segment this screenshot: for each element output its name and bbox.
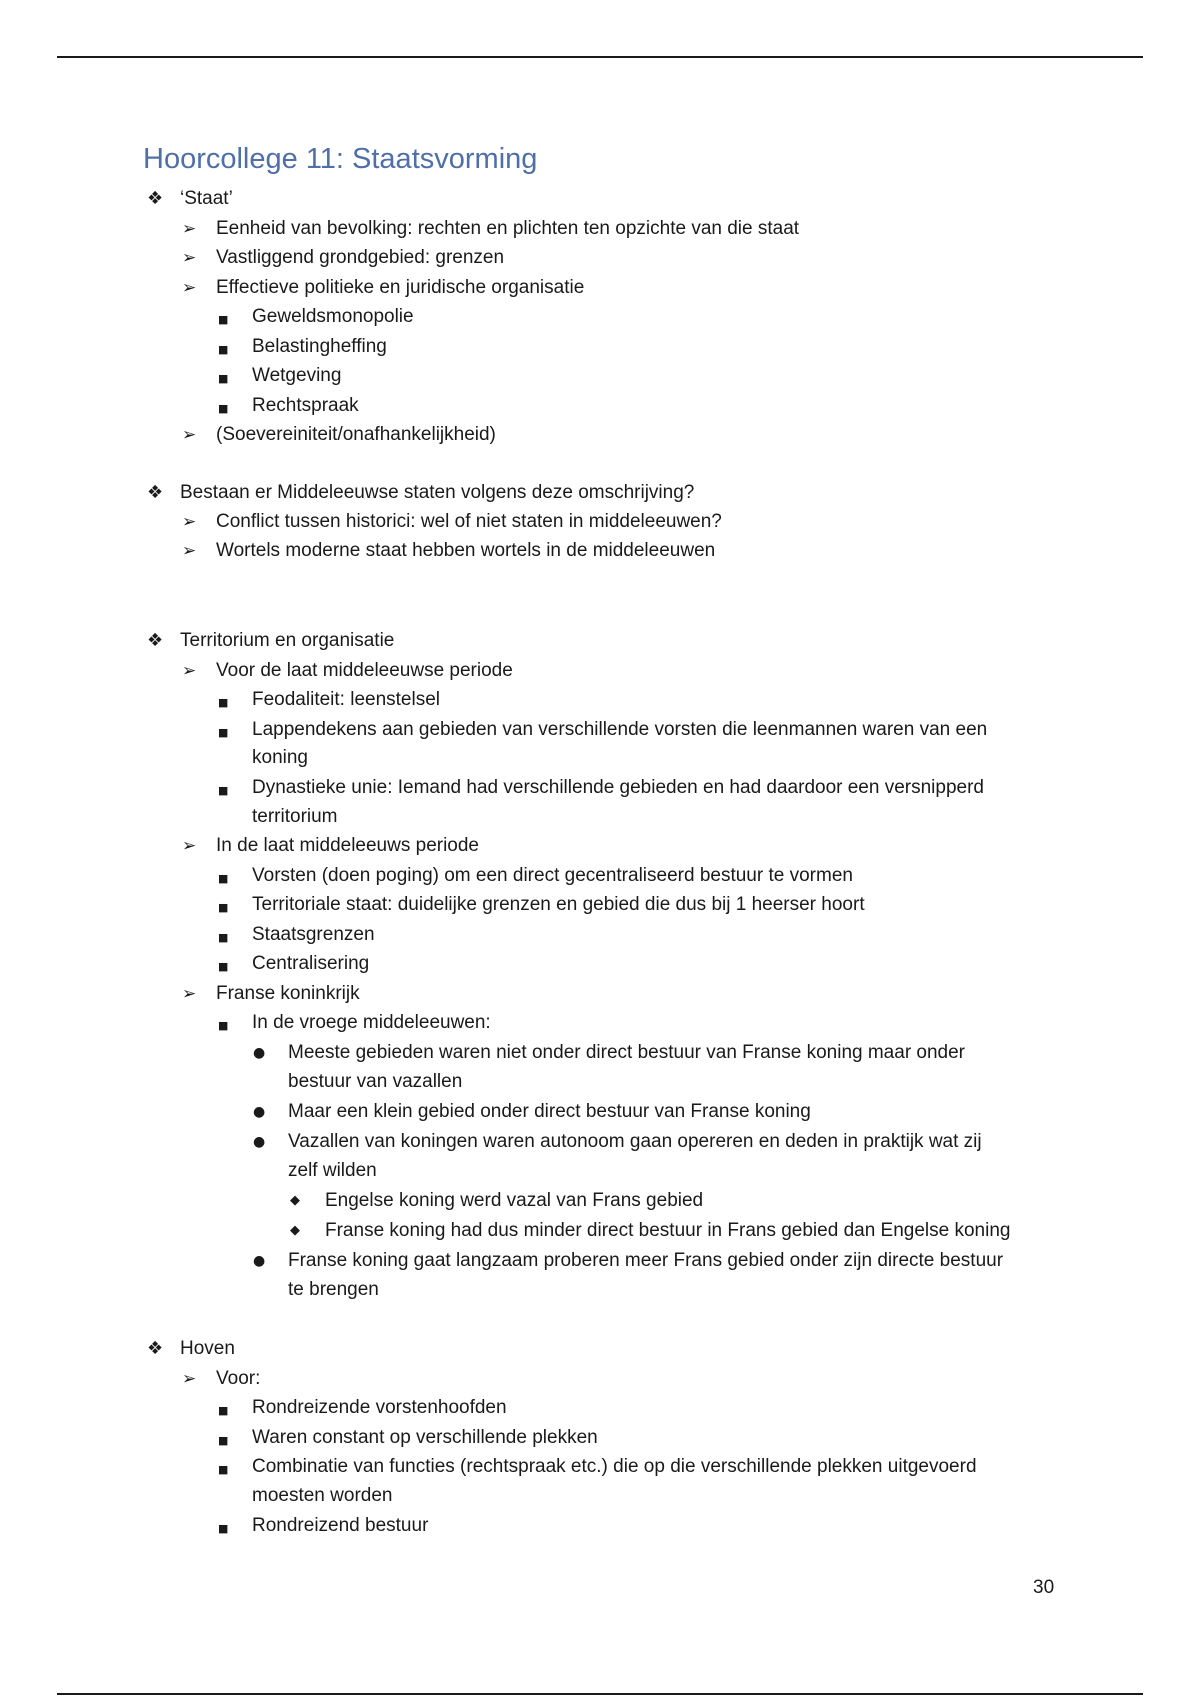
list-item-text: Vazallen van koningen waren autonoom gaan opereren en deden in praktijk wat zij <box>288 1131 982 1152</box>
list-item-text: Feodaliteit: leenstelsel <box>252 689 440 710</box>
arrow-bullet-icon: ➢ <box>182 278 197 298</box>
list-item <box>218 1397 507 1419</box>
list-item <box>218 365 342 387</box>
list-item <box>182 424 496 446</box>
list-item <box>218 306 414 328</box>
round-bullet-icon: ● <box>253 1045 266 1061</box>
round-bullet-icon: ● <box>253 1134 266 1150</box>
square-bullet-icon: ■ <box>218 402 229 415</box>
list-item <box>290 1220 1011 1242</box>
page-number: 30 <box>1033 1577 1055 1598</box>
list-item-text: Lappendekens aan gebieden van verschillende vorsten die leenmannen waren van een <box>252 719 988 740</box>
list-item <box>218 1427 598 1449</box>
square-bullet-icon: ■ <box>218 372 229 385</box>
list-item-text: Franse koning gaat langzaam proberen meer Frans gebied onder zijn directe bestuur <box>288 1250 1004 1271</box>
list-item <box>218 777 985 799</box>
square-bullet-icon: ■ <box>218 1463 229 1476</box>
list-item-text: Combinatie van functies (rechtspraak etc.) die op die verschillende plekken uitgevoerd <box>252 1456 977 1477</box>
list-item <box>218 1012 491 1034</box>
square-bullet-icon: ■ <box>218 931 229 944</box>
list-item-text: Meeste gebieden waren niet onder direct bestuur van Franse koning maar onder <box>288 1042 966 1063</box>
list-item-text: Vorsten (doen poging) om een direct gecentraliseerd bestuur te vormen <box>252 865 853 886</box>
list-item-text: moesten worden <box>252 1485 393 1506</box>
arrow-bullet-icon: ➢ <box>182 1369 197 1389</box>
list-item <box>288 1160 377 1182</box>
list-item-text: Bestaan er Middeleeuwse staten volgens deze omschrijving? <box>180 482 695 503</box>
list-item <box>147 482 695 504</box>
list-item <box>182 1368 261 1390</box>
list-item <box>218 395 359 417</box>
list-item-text: Engelse koning werd vazal van Frans gebied <box>325 1190 704 1211</box>
round-bullet-icon: ● <box>253 1104 266 1120</box>
list-item <box>218 953 370 975</box>
list-item <box>218 865 853 887</box>
arrow-bullet-icon: ➢ <box>182 661 197 681</box>
list-item-text: te brengen <box>288 1279 379 1300</box>
list-item-text: In de vroege middeleeuwen: <box>252 1012 491 1033</box>
list-item-text: Conflict tussen historici: wel of niet staten in middeleeuwen? <box>216 511 722 532</box>
list-item-text: Franse koning had dus minder direct bestuur in Frans gebied dan Engelse koning <box>325 1220 1011 1241</box>
diamond-bullet-icon: ❖ <box>147 630 164 651</box>
list-item <box>290 1190 704 1212</box>
list-item <box>218 894 865 916</box>
list-item <box>218 719 988 741</box>
list-item-text: Dynastieke unie: Iemand had verschillende gebieden en had daardoor een versnipperd <box>252 777 985 798</box>
list-item-text: Belastingheffing <box>252 336 387 357</box>
square-bullet-icon: ■ <box>218 872 229 885</box>
list-item-text: bestuur van vazallen <box>288 1071 463 1092</box>
list-item-text: Hoven <box>180 1338 235 1359</box>
list-item-text: koning <box>252 747 308 768</box>
square-bullet-icon: ■ <box>218 1019 229 1032</box>
list-item <box>253 1131 982 1153</box>
arrow-bullet-icon: ➢ <box>182 512 197 532</box>
list-item-text: ‘Staat’ <box>180 188 233 209</box>
arrow-bullet-icon: ➢ <box>182 425 197 445</box>
list-item <box>252 747 308 769</box>
list-item-text: Maar een klein gebied onder direct bestuur van Franse koning <box>288 1101 811 1122</box>
list-item-text: (Soevereiniteit/onafhankelijkheid) <box>216 424 496 445</box>
diamond-bullet-icon: ❖ <box>147 188 164 209</box>
square-bullet-icon: ■ <box>218 343 229 356</box>
small-diamond-bullet-icon: ◆ <box>290 1223 300 1238</box>
list-item-text: Effectieve politieke en juridische organisatie <box>216 277 585 298</box>
list-item-text: Vastliggend grondgebied: grenzen <box>216 247 505 268</box>
list-item-text: Waren constant op verschillende plekken <box>252 1427 598 1448</box>
list-item <box>252 1485 392 1507</box>
square-bullet-icon: ■ <box>218 784 229 797</box>
square-bullet-icon: ■ <box>218 1404 229 1417</box>
list-item <box>218 336 387 358</box>
list-item <box>218 689 440 711</box>
list-item-text: Territoriale staat: duidelijke grenzen en gebied die dus bij 1 heerser hoort <box>252 894 865 915</box>
arrow-bullet-icon: ➢ <box>182 541 197 561</box>
list-item <box>218 924 375 946</box>
list-item-text: Eenheid van bevolking: rechten en plichten ten opzichte van die staat <box>216 218 800 239</box>
list-item-text: Geweldsmonopolie <box>252 306 414 327</box>
list-item <box>288 1071 462 1093</box>
square-bullet-icon: ■ <box>218 726 229 739</box>
list-item-text: Centralisering <box>252 953 370 974</box>
list-item-text: Franse koninkrijk <box>216 983 360 1004</box>
list-item <box>182 660 513 682</box>
list-item <box>252 806 338 828</box>
list-item <box>182 835 480 857</box>
arrow-bullet-icon: ➢ <box>182 219 197 239</box>
square-bullet-icon: ■ <box>218 960 229 973</box>
list-item <box>147 188 233 210</box>
list-item <box>288 1279 379 1301</box>
list-item <box>253 1042 966 1064</box>
list-item-text: In de laat middeleeuws periode <box>216 835 480 856</box>
arrow-bullet-icon: ➢ <box>182 248 197 268</box>
section-title: Hoorcollege 11: Staatsvorming <box>143 143 538 175</box>
square-bullet-icon: ■ <box>218 696 229 709</box>
list-item <box>182 218 800 240</box>
round-bullet-icon: ● <box>253 1253 266 1269</box>
list-item <box>253 1101 811 1123</box>
square-bullet-icon: ■ <box>218 901 229 914</box>
list-item <box>182 540 716 562</box>
square-bullet-icon: ■ <box>218 1522 229 1535</box>
list-item <box>182 983 360 1005</box>
list-item <box>147 1338 235 1360</box>
list-item-text: Voor de laat middeleeuwse periode <box>216 660 513 681</box>
list-item <box>147 630 395 652</box>
diamond-bullet-icon: ❖ <box>147 1338 164 1359</box>
arrow-bullet-icon: ➢ <box>182 984 197 1004</box>
square-bullet-icon: ■ <box>218 1434 229 1447</box>
list-item-text: zelf wilden <box>288 1160 377 1181</box>
list-item <box>218 1515 429 1537</box>
header-rule <box>57 56 1143 58</box>
list-item-text: Voor: <box>216 1368 261 1389</box>
list-item <box>253 1250 1004 1272</box>
list-item <box>218 1456 977 1478</box>
footer-rule <box>57 1693 1143 1695</box>
list-item-text: Wetgeving <box>252 365 342 386</box>
list-item-text: Wortels moderne staat hebben wortels in de middeleeuwen <box>216 540 716 561</box>
list-item-text: Territorium en organisatie <box>180 630 395 651</box>
diamond-bullet-icon: ❖ <box>147 482 164 503</box>
square-bullet-icon: ■ <box>218 313 229 326</box>
list-item-text: Rondreizende vorstenhoofden <box>252 1397 507 1418</box>
list-item-text: Rondreizend bestuur <box>252 1515 429 1536</box>
list-item <box>182 247 505 269</box>
list-item <box>182 277 585 299</box>
list-item <box>182 511 722 533</box>
list-item-text: Rechtspraak <box>252 395 359 416</box>
small-diamond-bullet-icon: ◆ <box>290 1193 300 1208</box>
arrow-bullet-icon: ➢ <box>182 836 197 856</box>
list-item-text: territorium <box>252 806 338 827</box>
list-item-text: Staatsgrenzen <box>252 924 375 945</box>
